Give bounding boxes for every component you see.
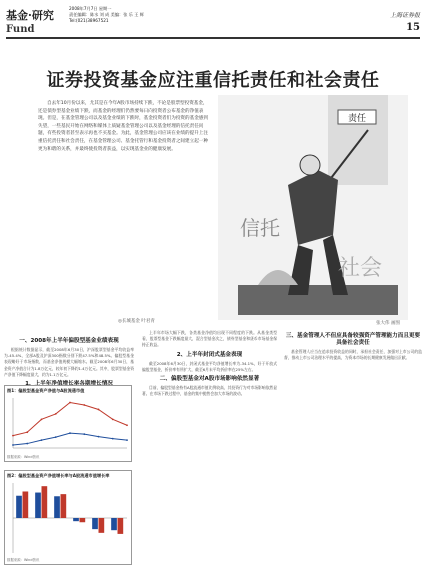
figure-title: 图2：偏股型基金资产净值增长率与A股流通市值增长率 [7, 473, 110, 478]
page-header [6, 4, 420, 38]
word-right: 社会 [338, 256, 383, 281]
series-line [13, 433, 127, 445]
bar [92, 518, 98, 529]
section-name: 基金·研究 [6, 9, 54, 22]
figure-2 [4, 470, 132, 565]
bar [61, 494, 67, 518]
contact-line: Tel:(021)38967521 [69, 18, 109, 23]
bar [35, 493, 41, 518]
bar [16, 496, 22, 518]
data-point [55, 413, 57, 415]
figure-title: 图1：偏股型基金资产净值与A股流通市值 [7, 388, 85, 393]
data-point [126, 424, 128, 426]
newspaper-name: 上海证券报 [389, 12, 420, 19]
data-point [12, 444, 14, 446]
illustration-cartoon [218, 95, 408, 320]
data-point [41, 418, 43, 420]
data-point [26, 443, 28, 445]
header-rule [6, 37, 420, 39]
article-title: 证券投资基金应注重信托责任和社会责任 [46, 70, 380, 91]
data-point [112, 438, 114, 440]
editor-line: 责任编辑：陈水 刘 成 美编：张 乐 王 辉 [69, 12, 144, 17]
bar [54, 496, 60, 518]
header-meta [69, 6, 219, 24]
bar [118, 518, 124, 534]
data-point [69, 432, 71, 434]
figure-1-chart [7, 394, 131, 454]
section-text: 根据统计数据显示，截至2008年6月30日，沪深股票型基金平均收益率为-45.4%，全部A股及沪深300指数分别下跌47.5%和48.5%。偏股型基金表现略好于市场指数，而基金净值规模大幅缩水。截至2008年6月30日，基金资产净值合计为1.8万亿元，较年初下降约1.4万亿元。其中，股票型基金资产净值下降幅度最大，约为1.1万亿元。 [4, 347, 134, 377]
data-point [98, 436, 100, 438]
lead-byline: ◎长城基金 叶君青 [118, 319, 155, 324]
data-point [126, 439, 128, 441]
bar [80, 518, 86, 522]
data-point [55, 436, 57, 438]
data-point [69, 402, 71, 404]
figure-note: 数据来源：Wind资讯 [7, 558, 40, 562]
data-point [83, 433, 85, 435]
bar [73, 518, 79, 521]
bar [42, 486, 48, 518]
figure-1 [4, 385, 132, 462]
bar [111, 518, 117, 530]
word-left: 信托 [240, 216, 280, 240]
column-1 [4, 335, 134, 390]
data-point [83, 404, 85, 406]
figure-2-chart [7, 479, 131, 557]
section-heading: 二、偏股型基金对A股市场影响依然显著 [159, 376, 260, 383]
section-heading: 2、上半年封闭式基金表现 [176, 351, 243, 358]
sign-label: 责任 [347, 114, 367, 124]
figure-note: 数据来源：Wind资讯 [7, 455, 40, 459]
page-number: 15 [406, 22, 420, 33]
column-2 [142, 330, 277, 397]
section-text: 基金管理人应当在追求投资收益的同时，承担社会责任，加强对上市公司的监督，推动上市公司治理水平的提高，为资本市场的长期健康发展做出贡献。 [284, 349, 422, 361]
data-point [112, 418, 114, 420]
data-point [26, 431, 28, 433]
section-text: 上半年市场大幅下跌，各类基金净值均出现不同程度的下跌。从基金类型看，股票型基金下跌幅度最大，混合型基金次之，债券型基金和货币市场基金保持正收益。 [142, 330, 277, 348]
date-line: 2008年7月7日 星期一 [69, 6, 112, 11]
series-line [13, 403, 127, 436]
article-lead: 自去年10月份以来，尤其是在今年A股市场持续下跌，不论是股票型投资基金，还是债券型基金业绩下跌，而基金的经理们仍然要每日向投资者公布基金的净值表现。但是，在基金管理公司以及基金业绩的下跌时，基金投资者们为投资的基金感到失望，一些基民开始在网络和媒体上质疑基金管理公司以及基金经理的信托责任问题，有些投资者甚至表示再也不买基金。为此，基金管理公司应该在业绩的提升上注重信托责任和社会责任，在基金管理公司、基金托管行和基金投资者之间建立起一种更为和谐的关系，并最终使投资者获益，以实现基金业的健康发展。 [38, 101, 208, 152]
sub-section: Fund [6, 24, 35, 35]
section-heading: 三、基金管理人不但应具备较强资产管理能力而且更要具备社会责任 [285, 333, 421, 346]
illustration-caption: 张大伟 画图 [376, 321, 400, 326]
data-point [41, 439, 43, 441]
bar [99, 518, 105, 533]
section-text: 截至2008年6月30日，封闭式基金平均净值增长率为-34.1%，好于开放式偏股型基金，折价率有所扩大，截至6月末平均折价率在25%左右。 [142, 360, 277, 372]
section-heading: 一、2008年上半年偏股型基金业绩表现 [19, 338, 119, 344]
section-text: 目前，偏股型基金持有A股流通市值比例较高，其投资行为对市场影响依然显著。在市场下跌过程中，基金的集中抛售会加大市场的波动。 [142, 385, 277, 397]
section-heading: 1、上半年净值增长率各期增长情况 [25, 381, 113, 388]
data-point [98, 409, 100, 411]
bar [23, 491, 29, 518]
data-point [12, 435, 14, 437]
column-3 [284, 330, 422, 361]
